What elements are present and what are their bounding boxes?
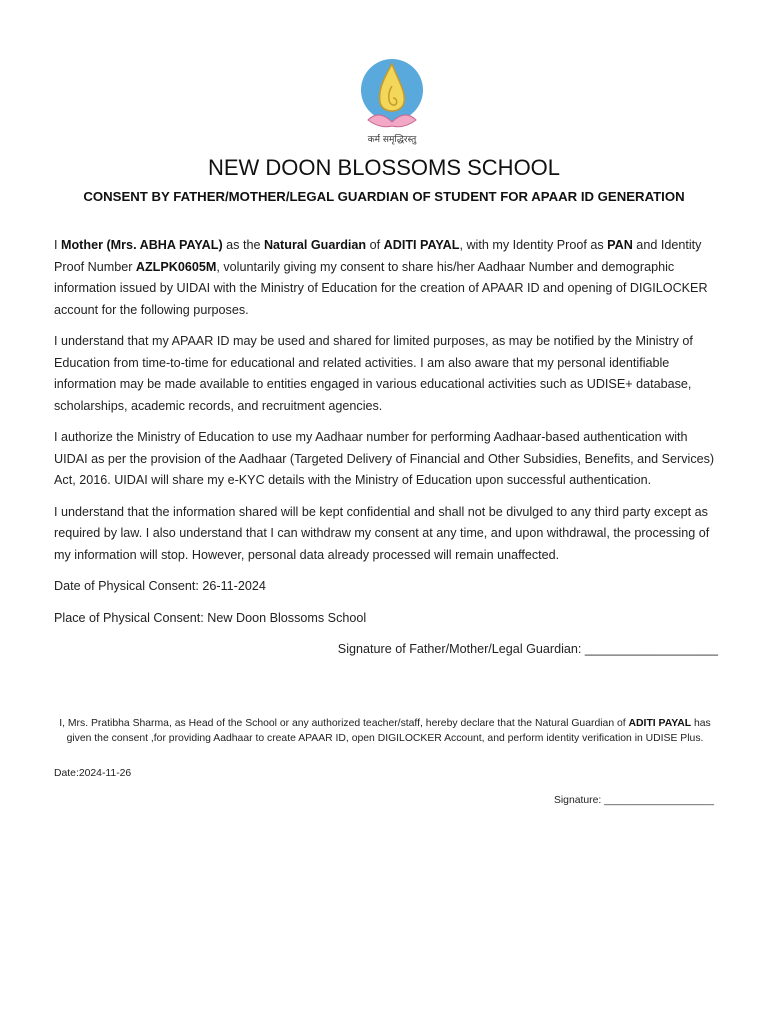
form-subtitle: CONSENT BY FATHER/MOTHER/LEGAL GUARDIAN OF STUDENT FOR APAAR ID GENERATION: [83, 189, 685, 204]
consent-paragraph-3: I authorize the Ministry of Education to use my Aadhaar number for performing Aadhaar-based authentication with UIDAI as per the provision of the Aadhaar (Targeted Delivery of Financial and Other Subsidies, Benefits, and Services) Act, 2016. UIDAI will share my e-KYC details with the Ministry of Education upon successful authentication.: [54, 430, 715, 487]
text: as the: [222, 238, 264, 252]
svg-text:कर्म समृद्धिरस्तु: कर्म समृद्धिरस्तु: [367, 135, 417, 145]
consent-paragraph-1: [54, 235, 718, 321]
consent-body: [54, 235, 718, 671]
declaration-date: Date:2024-11-26: [54, 768, 132, 779]
consent-place: Place of Physical Consent: New Doon Blossoms School: [54, 610, 367, 625]
text: I: [54, 238, 61, 252]
school-name: NEW DOON BLOSSOMS SCHOOL: [207, 155, 561, 180]
school-declaration: [50, 716, 720, 746]
text: and Identity Proof Number: [54, 238, 702, 274]
id-proof-number: AZLPK0605M: [135, 259, 217, 274]
text: I, Mrs. Pratibha Sharma, as Head of the School or any authorized teacher/staff, hereby declare that the Natural Guardian of: [59, 718, 629, 729]
guardian-signature-line: Signature of Father/Mother/Legal Guardian: ___________________: [337, 642, 718, 656]
text: , with my Identity Proof as: [459, 238, 608, 252]
id-proof-type: PAN: [607, 238, 633, 252]
text: has given the consent ,for providing Aadhaar to create APAAR ID, open DIGILOCKER Account, and perform identity verification in UDISE Plus.: [66, 718, 711, 744]
consent-paragraph-4: I understand that the information shared will be kept confidential and shall not be divulged to any third party except as required by law. I also understand that I can withdraw my consent at any time, and upon withdrawal, the processing of my information will stop. However, personal data already processed will remain unaffected.: [54, 504, 710, 562]
head-signature-line: Signature: ___________________: [553, 795, 714, 806]
consent-paragraph-2: I understand that my APAAR ID may be used and shared for limited purposes, as may be notified by the Ministry of Education from time-to-time for educational and related activities. I am also aware that my personal identifiable information may be made available to entities engaged in various educational activities such as UDISE+ database, scholarships, academic records, and recruitment agencies.: [54, 334, 693, 413]
text: of: [366, 238, 384, 252]
student-name: ADITI PAYAL: [383, 238, 460, 252]
text: , voluntarily giving my consent to share his/her Aadhaar Number and demographic information issued by UIDAI with the Ministry of Education for the creation of APAAR ID and opening of DIGILOCKER account for the following purposes.: [54, 259, 708, 317]
guardian-type: Natural Guardian: [263, 238, 367, 252]
guardian-relation: Mother (Mrs. ABHA PAYAL): [61, 238, 223, 252]
consent-date: Date of Physical Consent: 26-11-2024: [54, 579, 266, 593]
school-logo: [354, 56, 430, 148]
student-name: ADITI PAYAL: [628, 718, 692, 729]
